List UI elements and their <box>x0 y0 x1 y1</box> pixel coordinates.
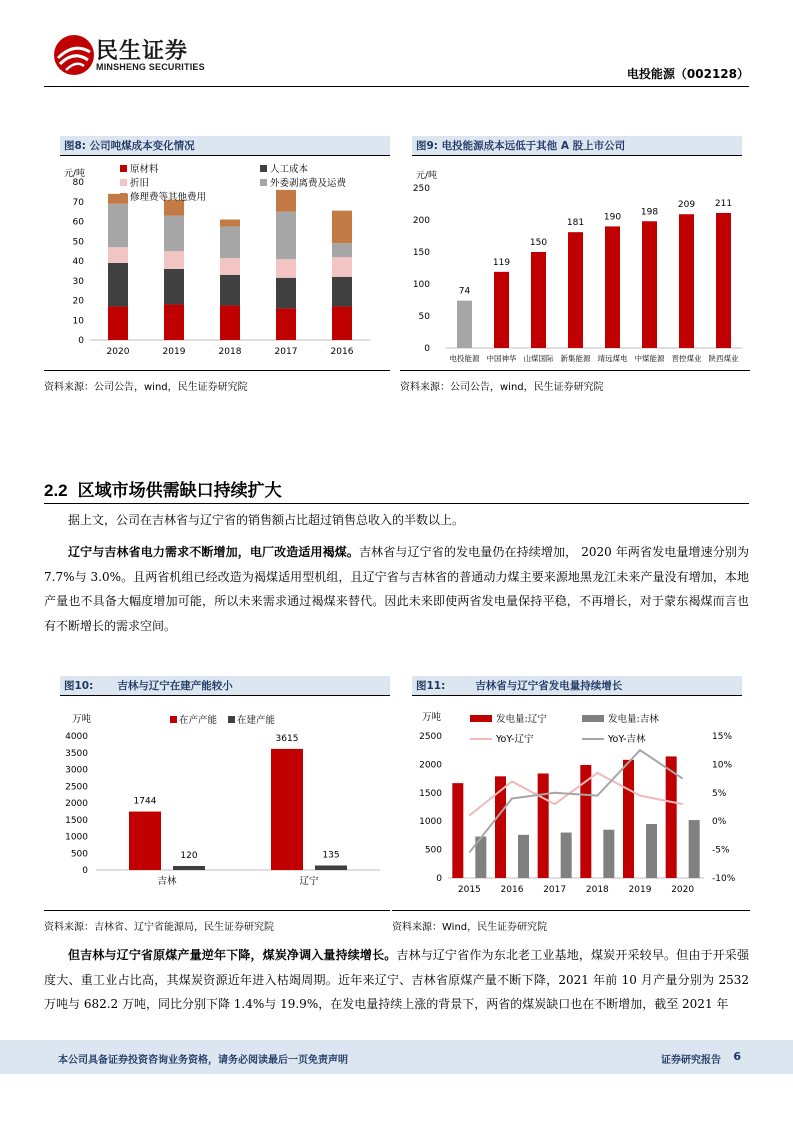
fig8-stacked-bar-chart <box>60 160 390 366</box>
paragraph-2 <box>44 540 749 662</box>
fig10-x-tick-label: 吉林 <box>157 876 177 887</box>
brand-name: 民生证券 <box>96 39 189 64</box>
fig10-data-label: 1744 <box>133 796 157 807</box>
fig8-source-divider <box>44 370 390 371</box>
fig9-y-tick-label: 150 <box>412 248 430 258</box>
fig11-y2-tick-label: -5% <box>712 845 730 856</box>
fig9-y-tick-label: 200 <box>412 216 430 226</box>
fig11-bar <box>452 783 463 878</box>
fig10-data-label: 135 <box>322 850 340 861</box>
fig11-y2-tick-label: -10% <box>712 874 736 884</box>
fig8-legend-label: 外委剥离费及运费 <box>270 178 347 189</box>
fig9-bar-chart <box>412 160 750 366</box>
fig10-bar <box>271 749 303 870</box>
paragraph-3-lead: 但吉林与辽宁省原煤产量逆年下降，煤炭净调入量持续增长。 <box>68 948 397 962</box>
fig11-combo-chart <box>412 700 750 900</box>
fig11-y2-tick-label: 5% <box>712 788 727 799</box>
header-divider <box>44 86 749 87</box>
fig11-source-divider <box>392 910 750 911</box>
fig11-bar <box>518 835 529 878</box>
paragraph-1: 据上文，公司在吉林省与辽宁省的销售额占比超过销售总收入的半数以上。 <box>68 513 465 527</box>
fig10-data-label: 120 <box>180 850 198 861</box>
fig10-bar <box>315 865 347 870</box>
fig11-y2-tick-label: 0% <box>712 817 727 828</box>
fig8-y-unit: 元/吨 <box>64 169 86 179</box>
fig8-bar-segment <box>276 278 296 309</box>
fig9-x-tick-label: 靖远煤电 <box>597 354 628 363</box>
fig11-title-number: 图11: <box>416 680 446 692</box>
fig9-x-tick-label: 中煤能源 <box>634 354 665 363</box>
fig8-x-tick-label: 2017 <box>274 347 298 357</box>
fig10-bar <box>129 812 161 870</box>
section-divider <box>44 503 749 504</box>
fig9-data-label: 198 <box>640 207 659 218</box>
fig10-bar-chart <box>60 700 390 894</box>
fig9-y-tick-label: 250 <box>412 184 430 194</box>
fig10-y-tick-label: 2000 <box>65 799 88 809</box>
fig8-bar-segment <box>108 306 128 340</box>
fig9-x-tick-label: 电投能源 <box>449 354 480 363</box>
fig9-y-tick-label: 100 <box>412 280 430 290</box>
fig9-x-tick-label: 新集能源 <box>560 354 591 363</box>
fig9-data-label: 190 <box>603 212 622 223</box>
fig8-y-tick-label: 40 <box>72 257 84 267</box>
fig8-bar-segment <box>164 251 184 269</box>
fig8-legend-label: 修理费等其他费用 <box>130 192 207 203</box>
fig9-data-label: 74 <box>458 286 471 297</box>
fig10-source: 资料来源：吉林省、辽宁省能源局，民生证券研究院 <box>44 922 274 933</box>
fig11-y-tick-label: 2000 <box>419 760 442 771</box>
fig10-y-tick-label: 1500 <box>65 815 88 826</box>
fig9-bar <box>568 232 583 348</box>
fig9-bar <box>679 214 694 348</box>
section-heading <box>44 476 282 501</box>
fig8-bar-segment <box>276 308 296 340</box>
fig8-legend-swatch <box>260 179 267 186</box>
fig11-legend-swatch <box>470 715 492 722</box>
fig9-bar <box>605 226 620 348</box>
fig10-y-tick-label: 1000 <box>65 832 88 843</box>
fig8-legend-label: 原材料 <box>130 164 159 175</box>
fig8-y-tick-label: 0 <box>78 336 84 346</box>
fig11-x-tick-label: 2018 <box>585 885 609 895</box>
fig11-bar <box>538 773 549 878</box>
fig11-source: 资料来源：Wind，民生证券研究院 <box>392 922 548 933</box>
footer-disclaimer: 本公司具备证券投资咨询业务资格，请务必阅读最后一页免责声明 <box>58 1055 348 1066</box>
fig8-bar-segment <box>276 259 296 278</box>
fig8-source: 资料来源：公司公告，wind，民生证券研究院 <box>44 382 248 393</box>
fig11-x-tick-label: 2016 <box>500 885 524 895</box>
fig11-bar <box>561 833 572 878</box>
minsheng-logo-icon <box>52 32 96 78</box>
fig9-bar <box>531 252 546 348</box>
fig10-y-tick-label: 3000 <box>65 765 88 776</box>
fig8-legend-label: 人工成本 <box>270 164 309 175</box>
paragraph-2-lead: 辽宁与吉林省电力需求不断增加，电厂改造适用褐煤。 <box>68 545 360 559</box>
section-title: 区域市场供需缺口持续扩大 <box>77 481 282 501</box>
fig9-source-divider <box>400 370 750 371</box>
fig11-title-text: 吉林省与辽宁省发电量持续增长 <box>475 680 623 692</box>
fig9-x-tick-label: 晋控煤业 <box>671 354 702 363</box>
fig8-bar-segment <box>108 204 128 247</box>
fig10-x-tick-label: 辽宁 <box>299 876 319 887</box>
fig10-y-tick-label: 500 <box>70 849 88 860</box>
fig10-title <box>60 676 390 696</box>
section-number: 2.2 <box>44 481 68 500</box>
fig10-source-divider <box>44 910 390 911</box>
fig9-bar <box>716 213 731 348</box>
fig10-data-label: 3615 <box>275 733 299 744</box>
paragraph-2-body: 吉林省与辽宁省的发电量仍在持续增加， 2020 年两省发电量增速分别为 7.7%与 3.0%。且两省机组已经改造为褐煤适用型机组，且辽宁省与吉林省的普通动力煤主要来源地黑龙江未来产量没有增加，本地产量也不具备大幅度增加可能，所以未来需求通过褐煤来替代。因此未来即使两省发电量保持平稳，不再增长，对于蒙东褐煤而言也有不断增长的需求空间。 <box>44 545 749 633</box>
fig11-y-unit: 万吨 <box>422 712 442 723</box>
fig10-title-text: 吉林与辽宁在建产能较小 <box>117 680 233 692</box>
paragraph-3 <box>44 943 749 1039</box>
fig11-y-tick-label: 1500 <box>419 788 442 799</box>
fig11-bar <box>646 824 657 878</box>
fig9-data-label: 181 <box>566 218 585 229</box>
fig9-y-unit: 元/吨 <box>416 171 438 181</box>
fig8-bar-segment <box>164 269 184 305</box>
fig8-y-tick-label: 60 <box>72 217 84 228</box>
fig8-legend-swatch <box>260 165 267 172</box>
fig8-y-tick-label: 80 <box>72 178 84 188</box>
fig8-bar-segment <box>164 304 184 340</box>
fig11-legend-label: 发电量:辽宁 <box>496 714 547 725</box>
fig9-y-tick-label: 0 <box>424 344 430 354</box>
fig8-bar-segment <box>332 306 352 340</box>
fig10-y-tick-label: 2500 <box>65 782 88 793</box>
fig8-x-tick-label: 2019 <box>162 347 186 357</box>
fig9-data-label: 211 <box>714 198 733 209</box>
footer-report-type: 证券研究报告 <box>661 1055 721 1066</box>
fig8-legend-swatch <box>120 179 127 186</box>
fig8-legend-label: 折旧 <box>130 178 150 189</box>
brand-name-en: MINSHENG SECURITIES <box>96 62 205 72</box>
footer-page-number: 6 <box>733 1050 741 1063</box>
fig8-bar-segment <box>220 220 240 227</box>
fig11-x-tick-label: 2015 <box>457 885 481 895</box>
fig10-bar <box>173 866 205 870</box>
fig8-x-tick-label: 2020 <box>106 347 130 357</box>
fig9-source: 资料来源：公司公告，wind，民生证券研究院 <box>400 382 604 393</box>
fig8-legend-swatch <box>120 193 127 200</box>
fig10-y-tick-label: 4000 <box>65 732 88 742</box>
fig11-bar <box>689 820 700 878</box>
fig9-bar <box>494 272 509 348</box>
fig8-y-tick-label: 70 <box>72 197 84 208</box>
fig9-x-tick-label: 陕西煤业 <box>708 354 739 363</box>
fig11-y-tick-label: 0 <box>436 874 442 884</box>
fig9-x-tick-label: 山煤国际 <box>523 354 554 363</box>
fig11-y-tick-label: 1000 <box>419 817 442 828</box>
fig11-y-tick-label: 500 <box>424 845 442 856</box>
fig11-x-tick-label: 2020 <box>671 885 695 895</box>
fig11-y2-tick-label: 10% <box>712 760 733 771</box>
fig8-title: 图8: 公司吨煤成本变化情况 <box>60 136 390 156</box>
fig11-legend-swatch <box>582 715 604 722</box>
fig8-bar-segment <box>332 277 352 307</box>
fig10-title-number: 图10: <box>64 680 94 692</box>
fig8-y-tick-label: 30 <box>72 276 84 287</box>
fig8-x-tick-label: 2018 <box>218 347 242 357</box>
fig8-bar-segment <box>276 212 296 259</box>
fig11-x-tick-label: 2019 <box>628 885 652 895</box>
fig9-bar <box>457 301 472 348</box>
fig11-x-tick-label: 2017 <box>543 885 567 895</box>
fig11-bar <box>623 760 634 878</box>
company-ticker: 电投能源（002128） <box>626 67 749 81</box>
fig9-data-label: 150 <box>529 238 548 248</box>
fig9-x-tick-label: 中国神华 <box>486 354 517 363</box>
fig9-data-label: 119 <box>492 257 511 268</box>
fig10-y-tick-label: 0 <box>82 866 88 876</box>
fig11-legend-label: YoY-吉林 <box>608 734 646 745</box>
fig8-bar-segment <box>276 190 296 212</box>
fig11-legend-label: YoY-辽宁 <box>496 734 534 745</box>
fig10-legend-label: 在建产能 <box>237 715 276 726</box>
fig11-bar <box>603 830 614 878</box>
fig10-legend-swatch <box>228 716 235 723</box>
fig11-y-tick-label: 2500 <box>419 732 442 742</box>
fig8-y-tick-label: 20 <box>72 296 84 307</box>
fig8-legend-swatch <box>120 165 127 172</box>
fig9-y-tick-label: 50 <box>418 312 430 322</box>
fig10-legend-label: 在产产能 <box>179 715 218 726</box>
fig9-title: 图9: 电投能源成本远低于其他 A 股上市公司 <box>412 136 742 156</box>
fig8-y-tick-label: 50 <box>72 237 84 248</box>
fig8-bar-segment <box>220 275 240 306</box>
fig8-bar-segment <box>220 226 240 258</box>
fig8-bar-segment <box>220 258 240 275</box>
fig8-y-tick-label: 10 <box>72 316 84 327</box>
fig10-y-tick-label: 3500 <box>65 748 88 759</box>
paragraph-3-body: 吉林与辽宁省作为东北老工业基地，煤炭开采较早。但由于开采强度大、重工业占比高，其煤炭资源近年进入枯竭周期。近年来辽宁、吉林省原煤产量不断下降，2021 年前 10 月产量分别为 2532 万吨与 682.2 万吨，同比分别下降 1.4%与 19.9%，在发电量持续上涨的背景下，两省的煤炭缺口也在不断增加，截至 2021 年 <box>44 948 749 1011</box>
fig11-y2-tick-label: 15% <box>712 732 733 742</box>
fig8-bar-segment <box>220 305 240 340</box>
fig8-bar-segment <box>332 243 352 257</box>
fig10-legend-swatch <box>170 716 177 723</box>
fig8-bar-segment <box>332 211 352 244</box>
fig9-bar <box>642 221 657 348</box>
fig8-bar-segment <box>332 257 352 277</box>
fig8-x-tick-label: 2016 <box>330 347 354 357</box>
fig8-bar-segment <box>108 247 128 263</box>
fig10-y-unit: 万吨 <box>72 714 92 725</box>
fig9-data-label: 209 <box>677 200 696 211</box>
fig11-legend-label: 发电量:吉林 <box>608 714 659 725</box>
fig8-bar-segment <box>108 263 128 306</box>
fig11-title <box>412 676 742 696</box>
fig8-bar-segment <box>164 216 184 252</box>
